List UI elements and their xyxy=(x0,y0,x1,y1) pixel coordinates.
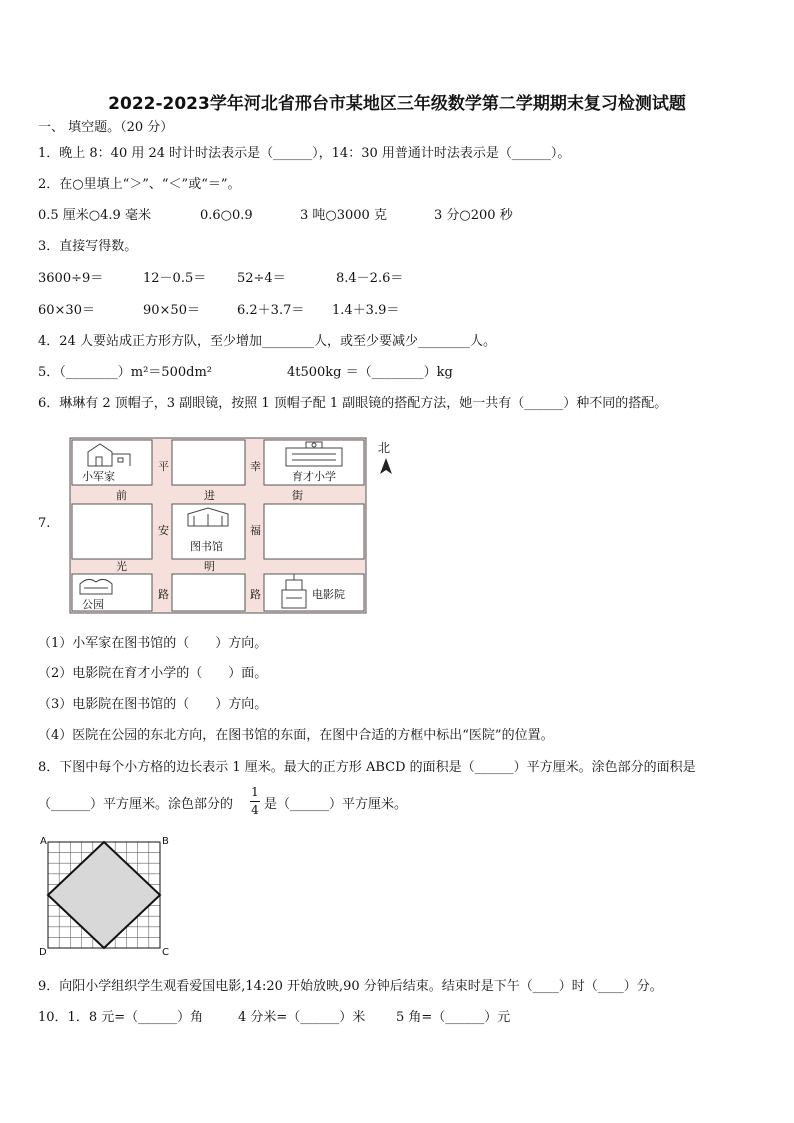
question-10-part3: 5 角=（______）元 xyxy=(396,1010,511,1025)
label-library: 图书馆 xyxy=(190,540,223,553)
corner-b: B xyxy=(162,836,169,847)
question-7-sub2: （2）电影院在育才小学的（ ）面。 xyxy=(38,666,268,681)
fraction-numerator: 1 xyxy=(251,785,259,799)
north-label: 北 xyxy=(378,441,391,455)
question-3-item: 8.4－2.6＝ xyxy=(336,271,404,286)
fraction-denominator: 4 xyxy=(251,803,259,817)
question-3-item: 6.2＋3.7＝ xyxy=(237,303,305,318)
street-lu-1: 路 xyxy=(158,588,169,601)
street-lu-2: 路 xyxy=(250,588,261,601)
question-1: 1．晚上 8：40 用 24 时计时法表示是（______），14：30 用普通计时法表示是（______）。 xyxy=(38,146,571,161)
question-3-item: 60×30＝ xyxy=(38,303,95,318)
page-title: 2022-2023学年河北省邢台市某地区三年级数学第二学期期末复习检测试题 xyxy=(108,94,686,114)
question-10-part2: 4 分米=（______）米 xyxy=(238,1010,366,1025)
corner-d: D xyxy=(39,947,47,958)
question-8-line2a: （______）平方厘米。涂色部分的 xyxy=(38,797,234,812)
question-8-line2b: 是（______）平方厘米。 xyxy=(264,797,408,812)
question-7-number: 7. xyxy=(38,516,51,531)
question-3-item: 3600÷9＝ xyxy=(38,271,104,286)
question-5-part2: 4t500kg ＝（________）kg xyxy=(287,365,453,380)
label-cinema: 电影院 xyxy=(312,588,345,601)
question-8-line1: 8．下图中每个小方格的边长表示 1 厘米。最大的正方形 ABCD 的面积是（______）平方厘米。涂色部分的面积是 xyxy=(38,760,696,775)
street-jin: 进 xyxy=(204,489,215,502)
street-guang: 光 xyxy=(116,560,127,573)
grid-figure xyxy=(36,832,176,960)
question-3-item: 52÷4＝ xyxy=(237,271,286,286)
question-3-item: 12－0.5＝ xyxy=(143,271,207,286)
street-xing: 幸 xyxy=(250,460,261,473)
corner-a: A xyxy=(40,836,47,847)
north-arrow-icon xyxy=(380,458,392,474)
street-jie: 街 xyxy=(292,489,303,502)
street-an: 安 xyxy=(158,524,169,537)
question-10-part1: 10．1．8 元=（______）角 xyxy=(38,1010,204,1025)
corner-c: C xyxy=(162,947,169,958)
street-fu: 福 xyxy=(250,524,261,537)
label-park: 公园 xyxy=(82,598,104,611)
question-6: 6．琳琳有 2 顶帽子，3 副眼镜，按照 1 顶帽子配 1 副眼镜的搭配方法，她一共有（______）种不同的搭配。 xyxy=(38,396,668,411)
question-2-item: 3 吨○3000 克 xyxy=(300,208,387,223)
question-5-part1: 5．（________）m²＝500dm² xyxy=(38,365,212,380)
question-4: 4．24 人要站成正方形方队，至少增加________人，或至少要减少________人。 xyxy=(38,334,496,349)
fraction-bar xyxy=(250,801,260,802)
question-2-stem: 2．在○里填上“＞”、“＜”或“＝”。 xyxy=(38,177,241,192)
question-3-item: 1.4＋3.9＝ xyxy=(332,303,400,318)
label-xiaojun: 小军家 xyxy=(82,470,115,483)
question-9: 9．向阳小学组织学生观看爱国电影,14:20 开始放映,90 分钟后结束。结束时是下午（____）时（____）分。 xyxy=(38,979,663,994)
block-empty-west xyxy=(72,504,152,559)
label-yucai: 育才小学 xyxy=(292,470,336,483)
question-3-stem: 3．直接写得数。 xyxy=(38,239,138,254)
section-heading: 一、 填空题。（20 分） xyxy=(38,120,174,135)
street-ming: 明 xyxy=(204,560,215,573)
shaded-square xyxy=(48,842,160,948)
block-bottom-middle xyxy=(172,574,245,611)
block-top-middle xyxy=(172,440,245,485)
street-qian: 前 xyxy=(116,489,127,502)
block-empty-east xyxy=(264,504,364,559)
question-2-item: 0.5 厘米○4.9 毫米 xyxy=(38,208,151,223)
question-7-sub1: （1）小军家在图书馆的（ ）方向。 xyxy=(38,636,268,651)
question-7-sub3: （3）电影院在图书馆的（ ）方向。 xyxy=(38,697,268,712)
question-2-item: 0.6○0.9 xyxy=(200,208,253,223)
street-map xyxy=(60,430,405,616)
question-3-item: 90×50＝ xyxy=(143,303,200,318)
question-7-sub4: （4）医院在公园的东北方向，在图书馆的东面，在图中合适的方框中标出“医院”的位置。 xyxy=(38,728,554,743)
question-2-item: 3 分○200 秒 xyxy=(434,208,513,223)
street-ping: 平 xyxy=(158,460,169,473)
